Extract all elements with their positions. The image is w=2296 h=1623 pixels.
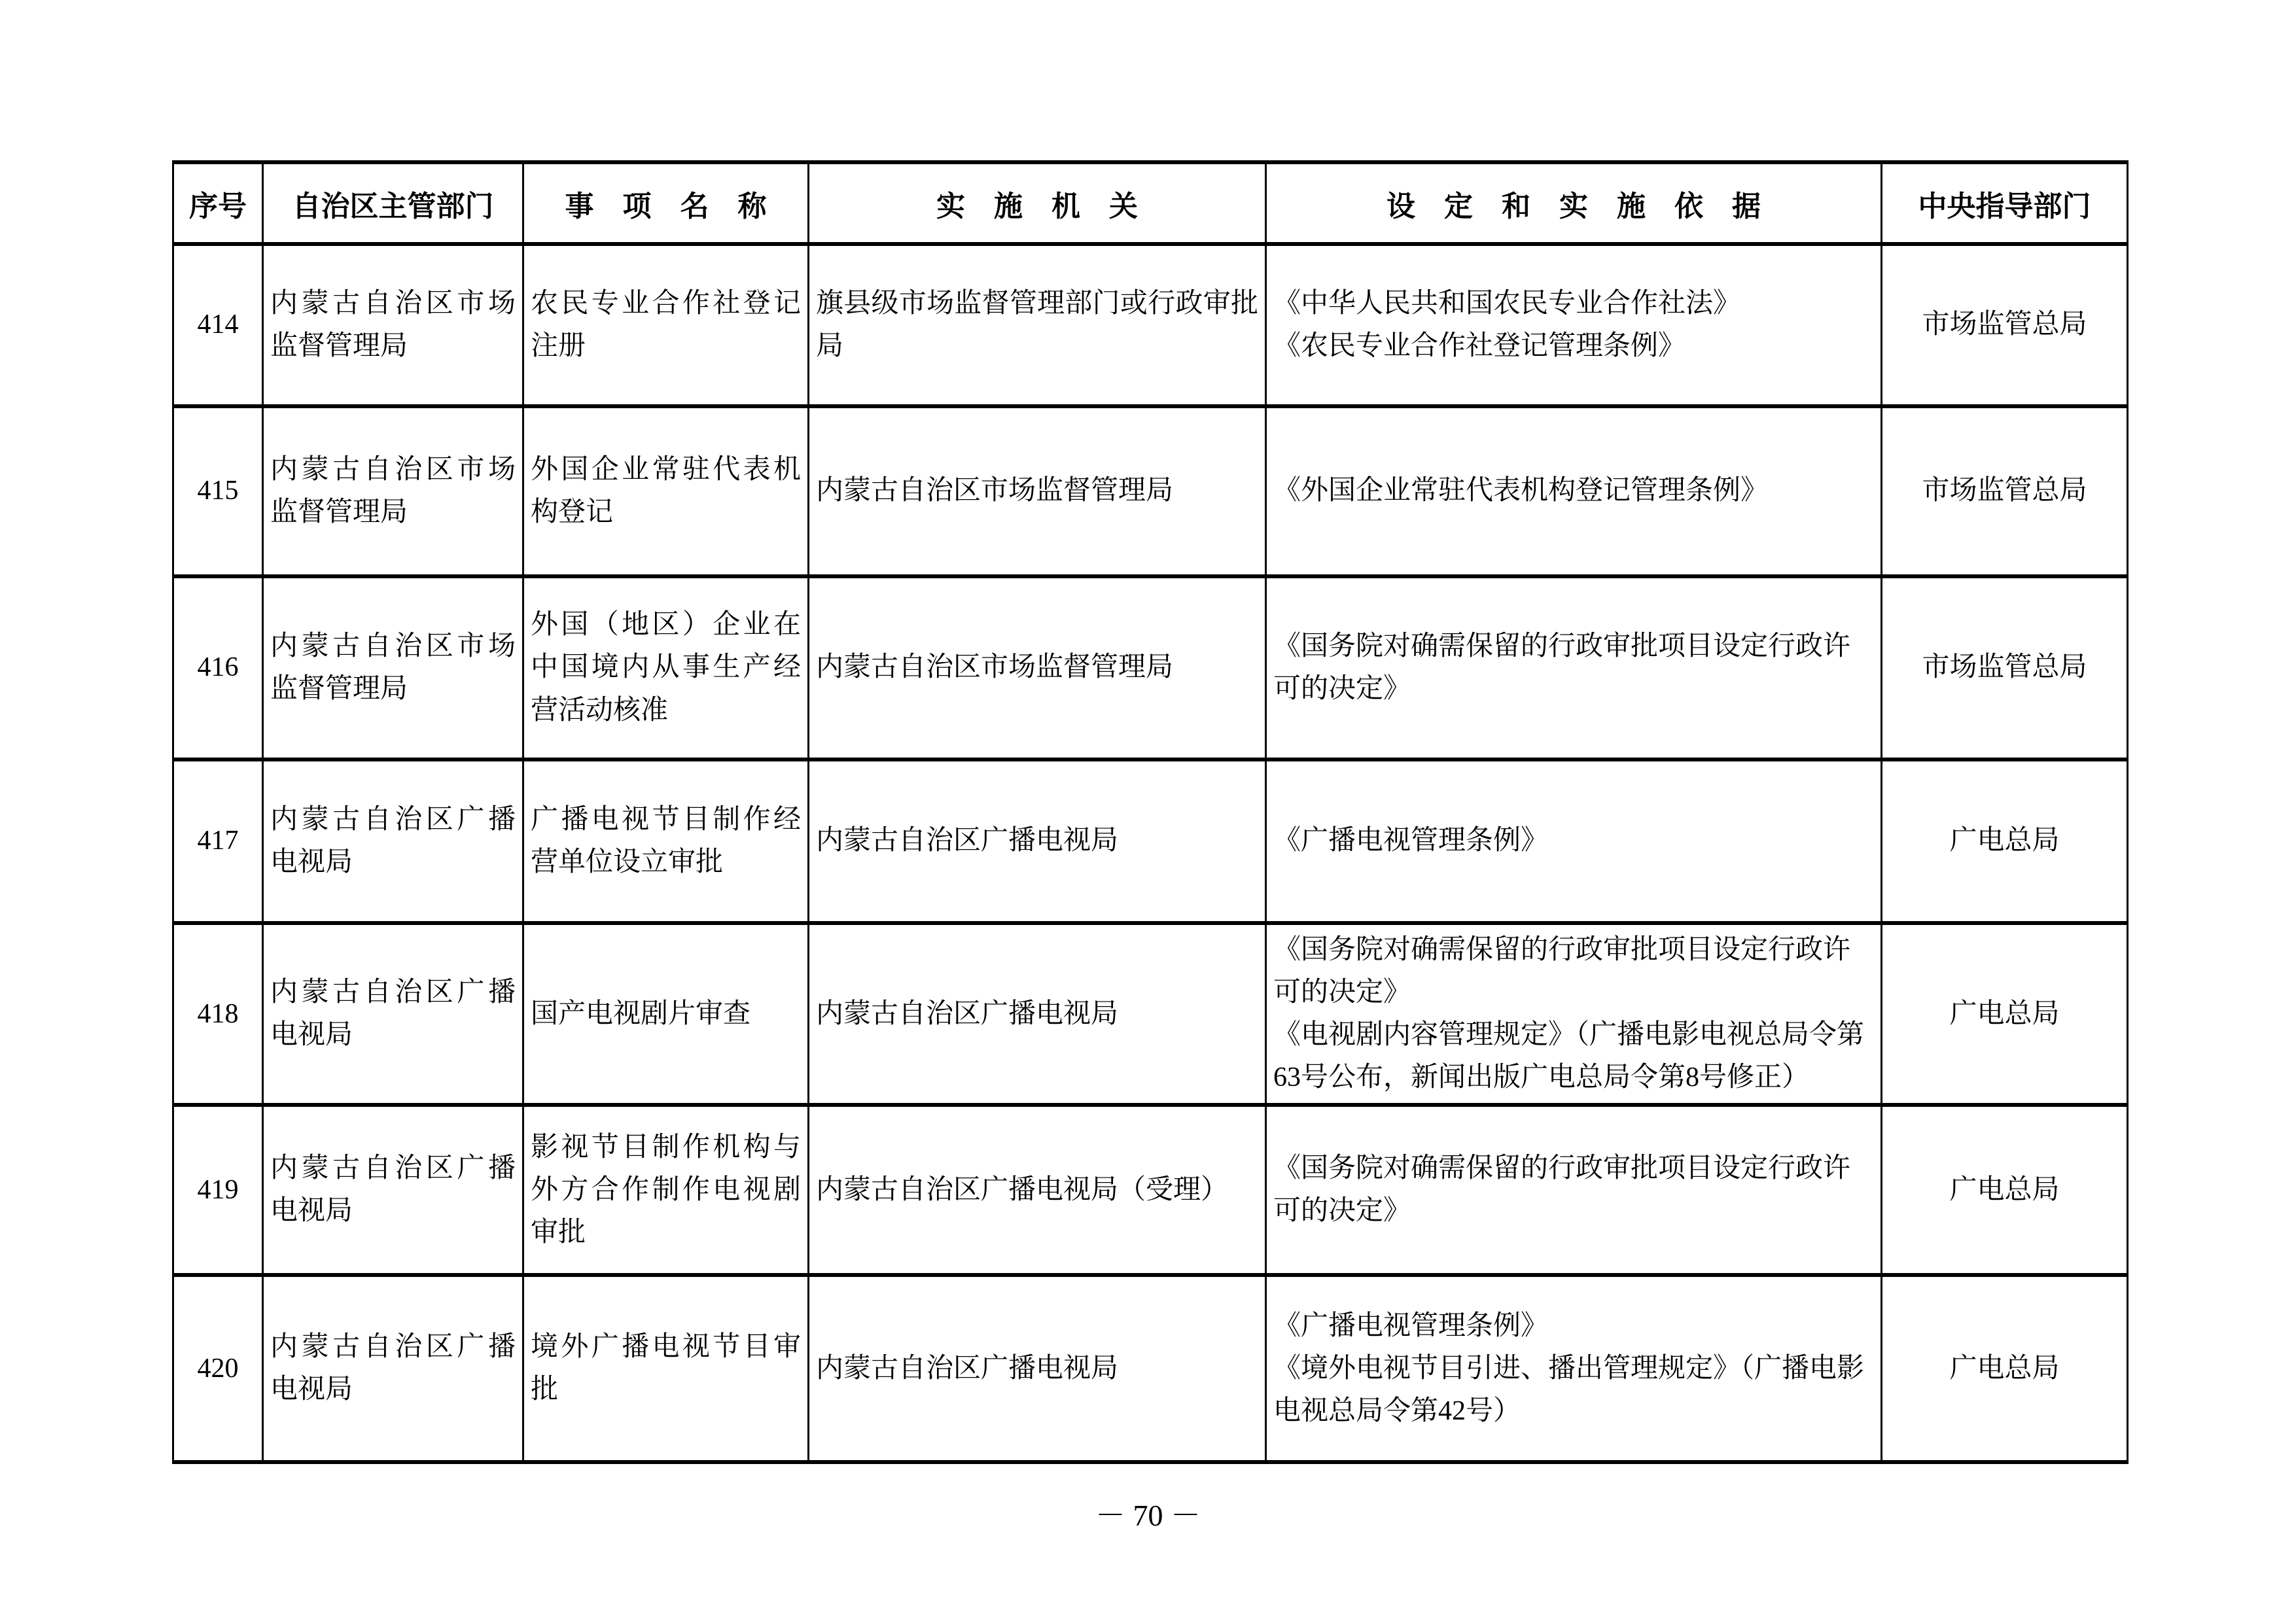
page-number: － 70 － — [1095, 1499, 1201, 1532]
basis-line: 《外国企业常驻代表机构登记管理条例》 — [1273, 476, 1769, 506]
basis-cell — [1266, 244, 1882, 406]
dept-cell: 内蒙古自治区广播电视局 — [263, 923, 523, 1105]
dept-cell: 内蒙古自治区市场监督管理局 — [263, 406, 523, 576]
header-central: 中央指导部门 — [1882, 162, 2128, 244]
item-name-cell: 农民专业合作社登记注册 — [523, 244, 809, 406]
central-dept-cell: 广电总局 — [1882, 1275, 2128, 1462]
dept-cell: 内蒙古自治区广播电视局 — [263, 1105, 523, 1275]
table-row — [173, 759, 2128, 923]
basis-cell — [1266, 576, 1882, 759]
dept-cell: 内蒙古自治区市场监督管理局 — [263, 576, 523, 759]
basis-line: 《境外电视节目引进、播出管理规定》（广播电影电视总局令第42号） — [1273, 1353, 1865, 1426]
row-number-cell: 417 — [173, 759, 263, 923]
table-row — [173, 923, 2128, 1105]
basis-cell — [1266, 406, 1882, 576]
basis-line: 《中华人民共和国农民专业合作社法》 — [1273, 288, 1741, 319]
row-number-cell: 416 — [173, 576, 263, 759]
basis-cell — [1266, 1105, 1882, 1275]
header-no: 序号 — [173, 162, 263, 244]
row-number-cell: 419 — [173, 1105, 263, 1275]
header-dept: 自治区主管部门 — [263, 162, 523, 244]
row-number-cell: 420 — [173, 1275, 263, 1462]
central-dept-cell: 市场监管总局 — [1882, 244, 2128, 406]
agency-cell: 内蒙古自治区市场监督管理局 — [809, 406, 1266, 576]
dept-cell: 内蒙古自治区广播电视局 — [263, 1275, 523, 1462]
basis-line: 《电视剧内容管理规定》（广播电影电视总局令第63号公布，新闻出版广电总局令第8号修正） — [1273, 1020, 1865, 1093]
table-row — [173, 1105, 2128, 1275]
basis-line: 《广播电视管理条例》 — [1273, 826, 1549, 856]
basis-line: 《国务院对确需保留的行政审批项目设定行政许可的决定》 — [1273, 1153, 1851, 1227]
item-name-cell: 国产电视剧片审查 — [523, 923, 809, 1105]
table-row — [173, 244, 2128, 406]
table-header-row — [173, 162, 2128, 244]
item-name-cell: 影视节目制作机构与外方合作制作电视剧审批 — [523, 1105, 809, 1275]
dept-cell: 内蒙古自治区广播电视局 — [263, 759, 523, 923]
table-row — [173, 406, 2128, 576]
central-dept-cell: 广电总局 — [1882, 759, 2128, 923]
item-name-cell: 外国（地区）企业在中国境内从事生产经营活动核准 — [523, 576, 809, 759]
row-number-cell: 418 — [173, 923, 263, 1105]
basis-cell — [1266, 1275, 1882, 1462]
header-basis: 设 定 和 实 施 依 据 — [1266, 162, 1882, 244]
basis-cell — [1266, 923, 1882, 1105]
central-dept-cell: 广电总局 — [1882, 1105, 2128, 1275]
row-number-cell: 414 — [173, 244, 263, 406]
agency-cell: 旗县级市场监督管理部门或行政审批局 — [809, 244, 1266, 406]
header-agency: 实 施 机 关 — [809, 162, 1266, 244]
agency-cell: 内蒙古自治区市场监督管理局 — [809, 576, 1266, 759]
basis-line: 《农民专业合作社登记管理条例》 — [1273, 331, 1686, 361]
item-name-cell: 外国企业常驻代表机构登记 — [523, 406, 809, 576]
dept-cell: 内蒙古自治区市场监督管理局 — [263, 244, 523, 406]
central-dept-cell: 市场监管总局 — [1882, 406, 2128, 576]
item-name-cell: 广播电视节目制作经营单位设立审批 — [523, 759, 809, 923]
agency-cell: 内蒙古自治区广播电视局 — [809, 1275, 1266, 1462]
table-row — [173, 576, 2128, 759]
row-number-cell: 415 — [173, 406, 263, 576]
agency-cell: 内蒙古自治区广播电视局（受理） — [809, 1105, 1266, 1275]
agency-cell: 内蒙古自治区广播电视局 — [809, 923, 1266, 1105]
basis-cell — [1266, 759, 1882, 923]
central-dept-cell: 市场监管总局 — [1882, 576, 2128, 759]
table-row — [173, 1275, 2128, 1462]
header-item: 事 项 名 称 — [523, 162, 809, 244]
central-dept-cell: 广电总局 — [1882, 923, 2128, 1105]
approval-items-table — [172, 160, 2128, 1464]
item-name-cell: 境外广播电视节目审批 — [523, 1275, 809, 1462]
basis-line: 《国务院对确需保留的行政审批项目设定行政许可的决定》 — [1273, 631, 1851, 704]
basis-line: 《国务院对确需保留的行政审批项目设定行政许可的决定》 — [1273, 935, 1851, 1008]
basis-line: 《广播电视管理条例》 — [1273, 1310, 1549, 1341]
agency-cell: 内蒙古自治区广播电视局 — [809, 759, 1266, 923]
